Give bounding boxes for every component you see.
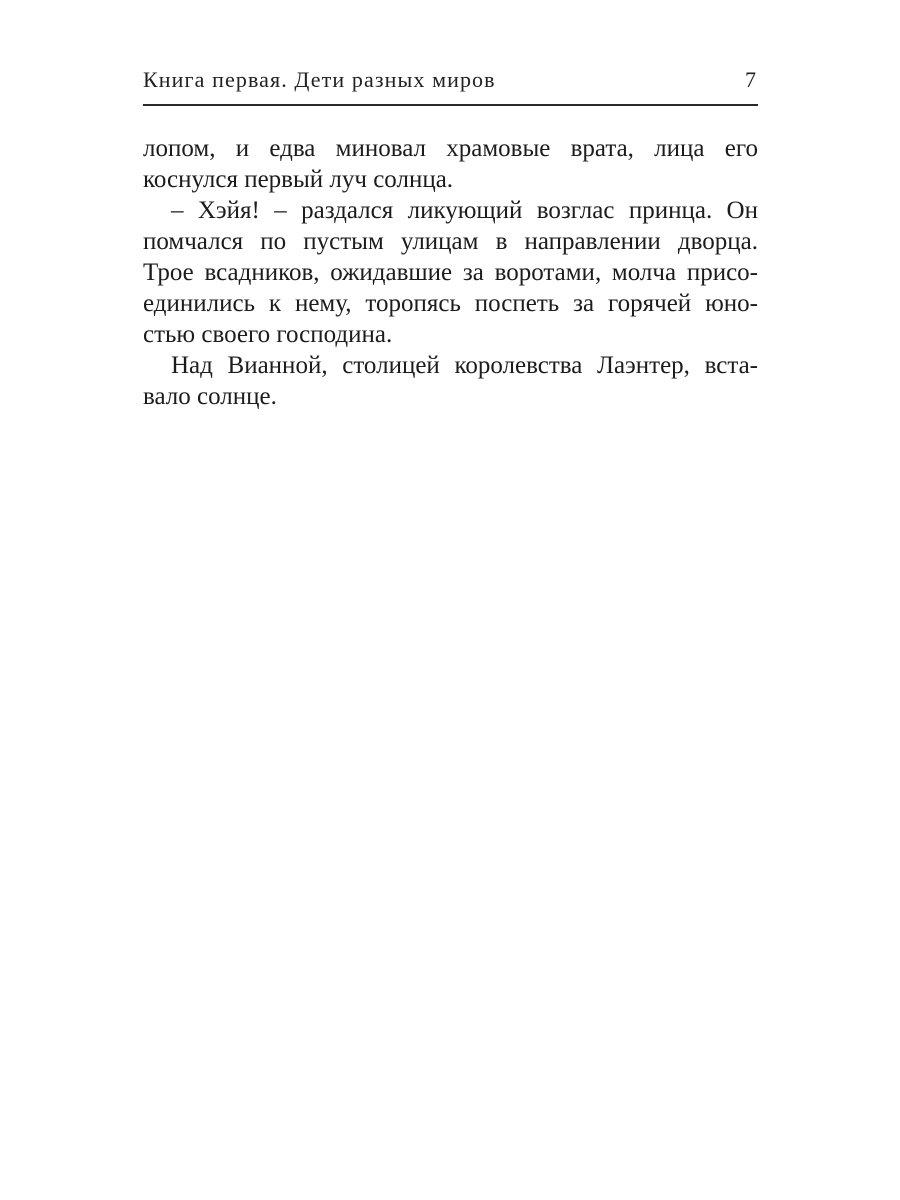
text-line-paragraph-start: Над Вианной, столицей королевства Лаэнтер, вста- bbox=[171, 352, 758, 379]
body-text bbox=[143, 133, 758, 412]
text-line: стью своего господина. bbox=[143, 321, 393, 348]
text-line: помчался по пустым улицам в направлении дворца. bbox=[143, 228, 758, 255]
running-head-title: Книга первая. Дети разных миров bbox=[143, 67, 496, 92]
text-line-paragraph-start: – Хэйя! – раздался ликующий возглас принца. Он bbox=[171, 197, 758, 224]
running-head bbox=[143, 67, 758, 99]
header-rule-divider bbox=[143, 104, 758, 106]
text-line: единились к нему, торопясь поспеть за горячей юно- bbox=[143, 290, 758, 317]
text-line: лопом, и едва миновал храмовые врата, лица его bbox=[143, 135, 758, 162]
text-line: вало солнце. bbox=[143, 383, 277, 410]
text-line: Трое всадников, ожидавшие за воротами, молча присо- bbox=[143, 259, 758, 286]
page-number: 7 bbox=[745, 67, 756, 92]
text-line: коснулся первый луч солнца. bbox=[143, 166, 454, 193]
